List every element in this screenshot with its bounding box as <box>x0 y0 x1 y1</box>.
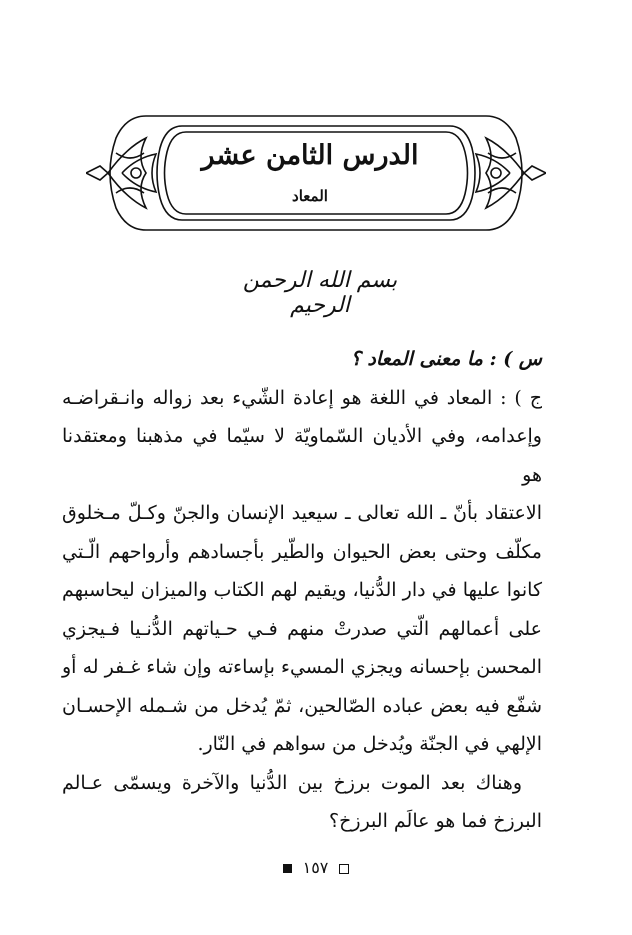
filled-square-icon <box>283 864 292 873</box>
lesson-subtitle: المعاد <box>292 187 328 205</box>
question-heading: س ) : ما معنى المعاد ؟ <box>350 348 542 370</box>
answer-line: الاعتقاد بأنّ ـ الله تعالى ـ سيعيد الإنسان والجنّ وكـلّ مـخلوق <box>62 502 542 524</box>
ornament-frame-graphic <box>86 108 546 238</box>
answer-line: على أعمالهم الّتي صدرتْ منهم فـي حـياتهم الدُّنـيا فـيجزي <box>62 617 542 640</box>
closing-paragraph-end <box>62 802 542 841</box>
empty-square-icon <box>339 864 349 874</box>
title-ornament-frame <box>86 108 546 238</box>
basmala-calligraphy: بسم الله الرحمن الرحيم <box>242 268 398 318</box>
answer-line: شفّع فيه بعض عباده الصّالحين، ثمّ يُدخل من شـمله الإحسـان <box>62 694 542 717</box>
answer-line: كانوا عليها في دار الدُّنيا، ويقيم لهم الكتاب والميزان ليحاسبهم <box>62 579 542 601</box>
page-number: ١٥٧ <box>302 858 329 877</box>
lesson-title: الدرس الثامن عشر <box>201 140 419 171</box>
closing-paragraph <box>62 764 542 803</box>
answer-line: المحسن بإحسانه ويجزي المسيء بإساءته وإن شاء غـفر له أو <box>62 656 542 678</box>
closing-line: وهناك بعد الموت برزخ بين الدُّنيا والآخرة ويسمّى عـالم <box>62 771 522 794</box>
answer-line: وإعدامه، وفي الأديان السّماويّة لا سيّما في مذهبنا ومعتقدنا هو <box>62 425 542 486</box>
closing-line: البرزخ فما هو عالَم البرزخ؟ <box>329 810 542 832</box>
lesson-body <box>62 340 542 841</box>
answer-paragraph <box>62 379 542 764</box>
answer-line: ج ) : المعاد في اللغة هو إعادة الشّيء بعد زواله وانـقراضـه <box>62 386 542 409</box>
page-footer <box>0 858 632 877</box>
answer-line: مكلّف وحتى بعض الحيوان والطّير بأجسادهم وأرواحهم الّـتي <box>62 540 542 563</box>
answer-line: الإلهي في الجنّة ويُدخل من سواهم في النّار. <box>197 733 542 755</box>
